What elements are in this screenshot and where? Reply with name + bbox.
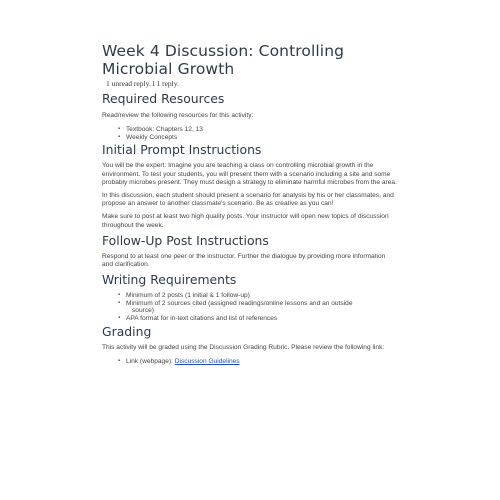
reply-counts <box>106 79 398 89</box>
required-resources-list <box>102 126 398 141</box>
list-item: ▪ Minimum of 2 sources cited (assigned readings/online lessons and an outside source) <box>118 299 353 315</box>
list-item: ▪ Minimum of 2 posts (1 initial & 1 follow-up) <box>118 292 250 300</box>
initial-prompt-paragraph-2: In this discussion, each student should present a scenario for analysis by his or her classmates, and propose an answer to another classmate's scenario. Be as creative as you can! <box>102 192 394 208</box>
total-reply-count[interactable]: 1 reply. <box>156 79 179 88</box>
discussion-guidelines-link[interactable]: Discussion Guidelines <box>174 357 240 365</box>
bullet-icon: ▪ <box>118 126 121 133</box>
follow-up-paragraph: Respond to at least one peer or the instructor. Further the dialogue by providing more information and clarification. <box>102 252 386 269</box>
bullet-icon: ▪ <box>118 299 121 306</box>
unread-reply-count[interactable]: 1 unread reply. <box>106 79 151 88</box>
initial-prompt-paragraph-3: Make sure to post at least two high quality posts. Your instructor will open new topics of discussion throughout the week. <box>102 213 389 229</box>
required-resources-heading: Required Resources <box>102 91 225 106</box>
initial-prompt-heading: Initial Prompt Instructions <box>102 142 262 158</box>
writing-requirements-list <box>102 292 398 322</box>
bullet-icon: ▪ <box>118 133 121 140</box>
bullet-icon: ▪ <box>118 315 121 321</box>
list-item: ▪ APA format for in-text citations and list of references <box>118 315 278 322</box>
list-item: ▪ Weekly Concepts <box>118 133 178 141</box>
writing-requirements-heading: Writing Requirements <box>102 272 237 288</box>
link-prefix: Link (webpage): <box>126 357 173 365</box>
initial-prompt-paragraph-1: You will be the expert: Imagine you are teaching a class on controlling microbial growth in the environment. To test your students, you will present them with a scenario including a site and some probably microbes present. They must design a strategy to eliminate harmful microbes from the area. <box>102 162 397 186</box>
page-title: Week 4 Discussion: Controlling Microbial Growth <box>102 42 345 78</box>
required-resources-intro: Read/review the following resources for this activity: <box>102 112 254 119</box>
bullet-icon: ▪ <box>118 292 121 299</box>
reply-separator: 1 <box>151 79 156 88</box>
grading-heading: Grading <box>102 323 152 339</box>
follow-up-heading: Follow-Up Post Instructions <box>102 232 269 248</box>
list-item: ▪ Textbook: Chapters 12, 13 <box>118 126 203 134</box>
list-item <box>102 358 398 366</box>
discussion-page <box>102 42 398 365</box>
bullet-icon: ▪ <box>118 357 121 364</box>
grading-intro: This activity will be graded using the Discussion Grading Rubric. Please review the following link: <box>102 343 385 351</box>
grading-list <box>102 358 398 366</box>
